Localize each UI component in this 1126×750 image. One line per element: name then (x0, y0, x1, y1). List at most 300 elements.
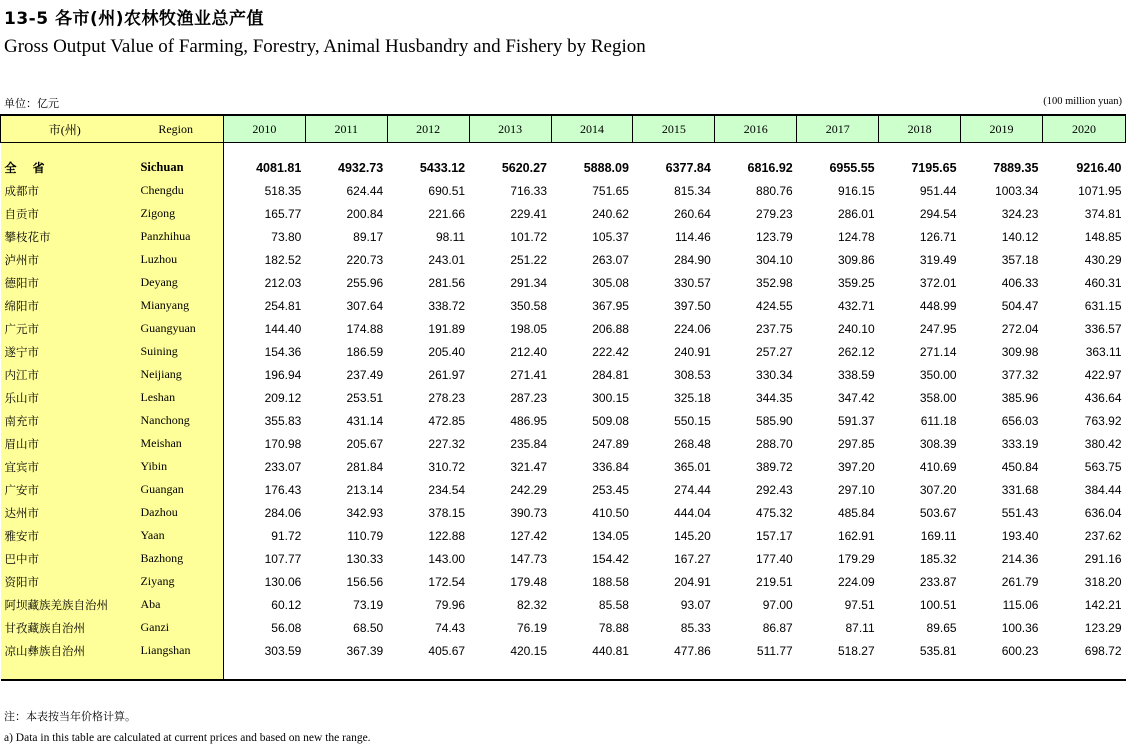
table-row (1, 547, 1126, 570)
value-cell: 142.21 (1084, 597, 1122, 612)
region-name-english: Ganzi (128, 616, 223, 639)
value-cell: 253.51 (346, 390, 384, 405)
value-cell: 134.05 (592, 528, 629, 543)
value-cell: 424.55 (756, 298, 793, 313)
value-cell: 309.86 (837, 252, 875, 267)
value-cell: 4081.81 (256, 160, 302, 175)
value-cell: 144.40 (264, 321, 302, 336)
value-cell: 436.64 (1084, 390, 1122, 405)
region-name-chinese: 内江市 (1, 363, 129, 386)
value-cell: 154.36 (264, 344, 302, 359)
value-cell: 220.73 (346, 252, 384, 267)
value-cell: 535.81 (919, 643, 957, 658)
table-row (1, 593, 1126, 616)
region-name-chinese: 资阳市 (1, 570, 129, 593)
region-name-english: Yibin (128, 455, 223, 478)
value-cell: 336.57 (1084, 321, 1122, 336)
value-cell: 76.19 (516, 620, 548, 635)
value-cell: 179.48 (510, 574, 548, 589)
value-cell: 308.39 (919, 436, 957, 451)
region-name-chinese: 阿坝藏族羌族自治州 (1, 593, 129, 616)
value-cell: 124.78 (837, 229, 875, 244)
region-name-chinese: 德阳市 (1, 271, 129, 294)
value-cell: 240.10 (837, 321, 875, 336)
value-cell: 297.85 (837, 436, 875, 451)
value-cell: 308.53 (674, 367, 711, 382)
value-cell: 551.43 (1001, 505, 1039, 520)
value-cell: 86.87 (762, 620, 793, 635)
value-cell: 297.10 (837, 482, 875, 497)
value-cell: 237.75 (756, 321, 793, 336)
value-cell: 338.72 (428, 298, 466, 313)
value-cell: 880.76 (756, 183, 793, 198)
value-cell: 1071.95 (1078, 183, 1122, 198)
table-body (1, 143, 1126, 681)
value-cell: 477.86 (674, 643, 711, 658)
table-row (1, 478, 1126, 501)
value-cell: 486.95 (510, 413, 548, 428)
region-name-english: Sichuan (128, 156, 223, 179)
value-cell: 284.90 (674, 252, 711, 267)
value-cell: 240.62 (592, 206, 629, 221)
region-name-chinese: 泸州市 (1, 248, 129, 271)
value-cell: 243.01 (428, 252, 466, 267)
table-row (1, 432, 1126, 455)
value-cell: 1003.34 (995, 183, 1039, 198)
value-cell: 271.41 (510, 367, 548, 382)
value-cell: 420.15 (510, 643, 548, 658)
value-cell: 624.44 (346, 183, 384, 198)
table-header-row (1, 115, 1126, 143)
region-name-chinese: 眉山市 (1, 432, 129, 455)
region-name-chinese: 攀枝花市 (1, 225, 129, 248)
value-cell: 815.34 (674, 183, 711, 198)
value-cell: 636.04 (1084, 505, 1122, 520)
region-name-english: Suining (128, 340, 223, 363)
header-year-3: 2013 (469, 115, 551, 143)
value-cell: 4932.73 (338, 160, 384, 175)
region-name-english: Ziyang (128, 570, 223, 593)
value-cell: 127.42 (510, 528, 548, 543)
value-cell: 380.42 (1084, 436, 1122, 451)
value-cell: 165.77 (264, 206, 302, 221)
table-spacer-row (1, 143, 1126, 157)
region-name-chinese: 南充市 (1, 409, 129, 432)
value-cell: 390.73 (510, 505, 548, 520)
value-cell: 240.91 (674, 344, 711, 359)
value-cell: 115.06 (1002, 597, 1039, 612)
value-cell: 5620.27 (501, 160, 548, 175)
value-cell: 485.84 (837, 505, 875, 520)
value-cell: 350.00 (919, 367, 957, 382)
value-cell: 255.96 (346, 275, 384, 290)
value-cell: 205.40 (428, 344, 466, 359)
table-title-english: Gross Output Value of Farming, Forestry, Animal Husbandry and Fishery by Region (4, 36, 646, 57)
value-cell: 221.66 (428, 206, 466, 221)
value-cell: 291.34 (510, 275, 548, 290)
table-row (1, 455, 1126, 478)
value-cell: 185.32 (919, 551, 957, 566)
value-cell: 73.19 (353, 597, 384, 612)
value-cell: 342.93 (346, 505, 384, 520)
table-row (1, 524, 1126, 547)
value-cell: 6377.84 (665, 160, 711, 175)
value-cell: 374.81 (1084, 206, 1122, 221)
value-cell: 130.33 (346, 551, 384, 566)
value-cell: 472.85 (428, 413, 466, 428)
value-cell: 288.70 (756, 436, 793, 451)
value-cell: 89.17 (353, 229, 384, 244)
region-name-chinese: 成都市 (1, 179, 129, 202)
header-year-5: 2015 (633, 115, 715, 143)
value-cell: 107.77 (264, 551, 302, 566)
value-cell: 279.23 (756, 206, 793, 221)
table-row (1, 340, 1126, 363)
value-cell: 78.88 (598, 620, 629, 635)
value-cell: 272.04 (1001, 321, 1039, 336)
region-name-chinese: 遂宁市 (1, 340, 129, 363)
value-cell: 440.81 (592, 643, 629, 658)
value-cell: 397.20 (837, 459, 875, 474)
value-cell: 170.98 (264, 436, 302, 451)
value-cell: 93.07 (680, 597, 711, 612)
region-name-english: Meishan (128, 432, 223, 455)
value-cell: 188.58 (592, 574, 629, 589)
footnote-chinese: 注：本表按当年价格计算。 (4, 710, 136, 723)
value-cell: 126.71 (919, 229, 957, 244)
table-row (1, 202, 1126, 225)
value-cell: 271.14 (919, 344, 957, 359)
value-cell: 169.11 (920, 528, 957, 543)
value-cell: 503.67 (919, 505, 957, 520)
value-cell: 307.64 (346, 298, 384, 313)
value-cell: 224.09 (837, 574, 875, 589)
header-year-8: 2018 (879, 115, 961, 143)
value-cell: 338.59 (837, 367, 875, 382)
region-name-chinese: 乐山市 (1, 386, 129, 409)
value-cell: 916.15 (837, 183, 875, 198)
value-cell: 359.25 (837, 275, 875, 290)
value-cell: 656.03 (1001, 413, 1039, 428)
region-name-english: Neijiang (128, 363, 223, 386)
value-cell: 261.79 (1001, 574, 1039, 589)
table-row (1, 501, 1126, 524)
value-cell: 200.84 (346, 206, 384, 221)
region-name-chinese: 广元市 (1, 317, 129, 340)
value-cell: 147.73 (510, 551, 548, 566)
value-cell: 410.50 (592, 505, 629, 520)
value-cell: 73.80 (271, 229, 302, 244)
value-cell: 177.40 (756, 551, 793, 566)
value-cell: 385.96 (1001, 390, 1039, 405)
header-year-1: 2011 (305, 115, 387, 143)
value-cell: 310.72 (428, 459, 466, 474)
value-cell: 600.23 (1001, 643, 1039, 658)
value-cell: 6955.55 (829, 160, 875, 175)
region-name-chinese: 绵阳市 (1, 294, 129, 317)
value-cell: 591.37 (837, 413, 875, 428)
value-cell: 237.49 (346, 367, 384, 382)
unit-label-english: (100 million yuan) (1043, 96, 1122, 107)
value-cell: 305.08 (592, 275, 629, 290)
value-cell: 690.51 (428, 183, 466, 198)
value-cell: 237.62 (1084, 528, 1122, 543)
value-cell: 367.95 (592, 298, 629, 313)
value-cell: 274.44 (674, 482, 711, 497)
region-name-chinese: 广安市 (1, 478, 129, 501)
value-cell: 222.42 (592, 344, 629, 359)
header-year-2: 2012 (387, 115, 469, 143)
value-cell: 563.75 (1084, 459, 1122, 474)
value-cell: 235.84 (510, 436, 548, 451)
header-year-10: 2020 (1042, 115, 1125, 143)
value-cell: 330.57 (674, 275, 711, 290)
value-cell: 176.43 (264, 482, 302, 497)
value-cell: 281.84 (346, 459, 384, 474)
unit-label-chinese: 单位：亿元 (4, 97, 59, 110)
value-cell: 156.56 (346, 574, 384, 589)
header-region-chinese: 市(州) (1, 115, 129, 143)
value-cell: 300.15 (592, 390, 629, 405)
table-title-chinese: 13-5 各市(州)农林牧渔业总产值 (4, 9, 264, 29)
value-cell: 140.12 (1001, 229, 1039, 244)
value-cell: 281.56 (428, 275, 466, 290)
value-cell: 318.20 (1084, 574, 1122, 589)
value-cell: 287.23 (510, 390, 548, 405)
region-name-chinese: 达州市 (1, 501, 129, 524)
value-cell: 97.00 (762, 597, 793, 612)
region-name-chinese: 雅安市 (1, 524, 129, 547)
value-cell: 85.58 (598, 597, 629, 612)
value-cell: 205.67 (346, 436, 384, 451)
value-cell: 365.01 (674, 459, 711, 474)
value-cell: 123.79 (756, 229, 793, 244)
value-cell: 319.49 (919, 252, 957, 267)
value-cell: 410.69 (919, 459, 957, 474)
value-cell: 247.95 (919, 321, 957, 336)
value-cell: 7195.65 (911, 160, 957, 175)
value-cell: 179.29 (837, 551, 875, 566)
value-cell: 431.14 (346, 413, 384, 428)
region-name-chinese: 宜宾市 (1, 455, 129, 478)
table-row (1, 179, 1126, 202)
header-year-4: 2014 (551, 115, 633, 143)
value-cell: 358.00 (919, 390, 957, 405)
value-cell: 307.20 (919, 482, 957, 497)
value-cell: 450.84 (1001, 459, 1039, 474)
value-cell: 89.65 (926, 620, 957, 635)
table-row (1, 271, 1126, 294)
region-name-english: Aba (128, 593, 223, 616)
value-cell: 261.97 (428, 367, 466, 382)
value-cell: 233.87 (919, 574, 957, 589)
value-cell: 191.89 (428, 321, 466, 336)
value-cell: 333.19 (1001, 436, 1039, 451)
value-cell: 5888.09 (583, 160, 629, 175)
value-cell: 143.00 (428, 551, 466, 566)
region-name-english: Leshan (128, 386, 223, 409)
value-cell: 377.32 (1001, 367, 1039, 382)
value-cell: 347.42 (837, 390, 875, 405)
value-cell: 363.11 (1085, 344, 1122, 359)
value-cell: 355.83 (264, 413, 302, 428)
value-cell: 951.44 (919, 183, 957, 198)
value-cell: 100.36 (1001, 620, 1039, 635)
value-cell: 294.54 (919, 206, 957, 221)
value-cell: 110.79 (347, 528, 384, 543)
value-cell: 101.72 (510, 229, 548, 244)
value-cell: 172.54 (428, 574, 466, 589)
value-cell: 384.44 (1084, 482, 1122, 497)
value-cell: 162.91 (837, 528, 875, 543)
table-row (1, 317, 1126, 340)
value-cell: 212.03 (264, 275, 302, 290)
value-cell: 6816.92 (747, 160, 793, 175)
region-name-english: Dazhou (128, 501, 223, 524)
value-cell: 292.43 (756, 482, 793, 497)
value-cell: 242.29 (510, 482, 548, 497)
value-cell: 91.72 (271, 528, 302, 543)
value-cell: 286.01 (837, 206, 875, 221)
value-cell: 262.12 (837, 344, 875, 359)
table-row (1, 363, 1126, 386)
value-cell: 68.50 (353, 620, 384, 635)
value-cell: 422.97 (1084, 367, 1122, 382)
value-cell: 631.15 (1084, 298, 1122, 313)
value-cell: 219.51 (756, 574, 793, 589)
value-cell: 278.23 (428, 390, 466, 405)
value-cell: 430.29 (1084, 252, 1122, 267)
value-cell: 518.35 (264, 183, 302, 198)
header-region-english: Region (128, 115, 223, 143)
region-name-english: Chengdu (128, 179, 223, 202)
footnote-english: a) Data in this table are calculated at current prices and based on new the range. (4, 732, 371, 744)
region-name-english: Guangan (128, 478, 223, 501)
value-cell: 325.18 (674, 390, 711, 405)
value-cell: 182.52 (264, 252, 302, 267)
value-cell: 397.50 (674, 298, 711, 313)
region-name-chinese: 全 省 (1, 156, 129, 179)
value-cell: 309.98 (1001, 344, 1039, 359)
value-cell: 611.18 (920, 413, 957, 428)
value-cell: 504.47 (1001, 298, 1039, 313)
value-cell: 130.06 (264, 574, 302, 589)
value-cell: 716.33 (510, 183, 548, 198)
region-name-chinese: 凉山彝族自治州 (1, 639, 129, 662)
value-cell: 475.32 (756, 505, 793, 520)
value-cell: 198.05 (510, 321, 548, 336)
value-cell: 260.64 (674, 206, 711, 221)
region-name-english: Liangshan (128, 639, 223, 662)
value-cell: 406.33 (1001, 275, 1039, 290)
value-cell: 234.54 (428, 482, 466, 497)
region-name-english: Deyang (128, 271, 223, 294)
value-cell: 60.12 (271, 597, 302, 612)
value-cell: 204.91 (674, 574, 711, 589)
value-cell: 357.18 (1001, 252, 1039, 267)
value-cell: 97.51 (844, 597, 875, 612)
table-spacer-row (1, 662, 1126, 680)
region-name-english: Guangyuan (128, 317, 223, 340)
value-cell: 5433.12 (419, 160, 466, 175)
value-cell: 227.32 (428, 436, 466, 451)
value-cell: 389.72 (756, 459, 793, 474)
value-cell: 350.58 (510, 298, 548, 313)
table-row (1, 225, 1126, 248)
region-name-english: Mianyang (128, 294, 223, 317)
region-name-english: Panzhihua (128, 225, 223, 248)
value-cell: 233.07 (264, 459, 302, 474)
value-cell: 206.88 (592, 321, 629, 336)
value-cell: 224.06 (674, 321, 711, 336)
value-cell: 251.22 (510, 252, 548, 267)
value-cell: 268.48 (674, 436, 711, 451)
value-cell: 148.85 (1084, 229, 1122, 244)
value-cell: 585.90 (756, 413, 793, 428)
table-row-total (1, 156, 1126, 179)
region-name-chinese: 甘孜藏族自治州 (1, 616, 129, 639)
value-cell: 56.08 (271, 620, 302, 635)
value-cell: 372.01 (919, 275, 957, 290)
value-cell: 367.39 (346, 643, 384, 658)
region-name-english: Bazhong (128, 547, 223, 570)
value-cell: 145.20 (674, 528, 711, 543)
value-cell: 698.72 (1084, 643, 1122, 658)
value-cell: 7889.35 (993, 160, 1039, 175)
value-cell: 460.31 (1084, 275, 1122, 290)
value-cell: 448.99 (919, 298, 957, 313)
header-year-7: 2017 (797, 115, 879, 143)
value-cell: 253.45 (592, 482, 629, 497)
table-row (1, 409, 1126, 432)
value-cell: 196.94 (264, 367, 302, 382)
value-cell: 378.15 (428, 505, 466, 520)
value-cell: 405.67 (428, 643, 466, 658)
value-cell: 324.23 (1001, 206, 1039, 221)
table-row (1, 639, 1126, 662)
header-year-0: 2010 (223, 115, 305, 143)
value-cell: 336.84 (592, 459, 629, 474)
value-cell: 247.89 (592, 436, 629, 451)
value-cell: 174.88 (346, 321, 384, 336)
value-cell: 321.47 (510, 459, 548, 474)
value-cell: 751.65 (592, 183, 629, 198)
value-cell: 114.46 (675, 229, 711, 244)
value-cell: 100.51 (919, 597, 957, 612)
value-cell: 511.77 (756, 643, 793, 658)
value-cell: 284.06 (264, 505, 302, 520)
value-cell: 82.32 (516, 597, 548, 612)
value-cell: 763.92 (1084, 413, 1122, 428)
value-cell: 193.40 (1001, 528, 1039, 543)
value-cell: 157.17 (756, 528, 793, 543)
value-cell: 303.59 (264, 643, 302, 658)
value-cell: 9216.40 (1076, 160, 1122, 175)
region-name-english: Zigong (128, 202, 223, 225)
value-cell: 213.14 (346, 482, 384, 497)
value-cell: 122.88 (428, 528, 466, 543)
value-cell: 154.42 (592, 551, 629, 566)
value-cell: 123.29 (1084, 620, 1122, 635)
value-cell: 167.27 (674, 551, 711, 566)
value-cell: 284.81 (592, 367, 629, 382)
table-row (1, 386, 1126, 409)
value-cell: 186.59 (346, 344, 384, 359)
header-year-9: 2019 (961, 115, 1043, 143)
value-cell: 74.43 (435, 620, 466, 635)
value-cell: 344.35 (756, 390, 793, 405)
value-cell: 352.98 (756, 275, 793, 290)
